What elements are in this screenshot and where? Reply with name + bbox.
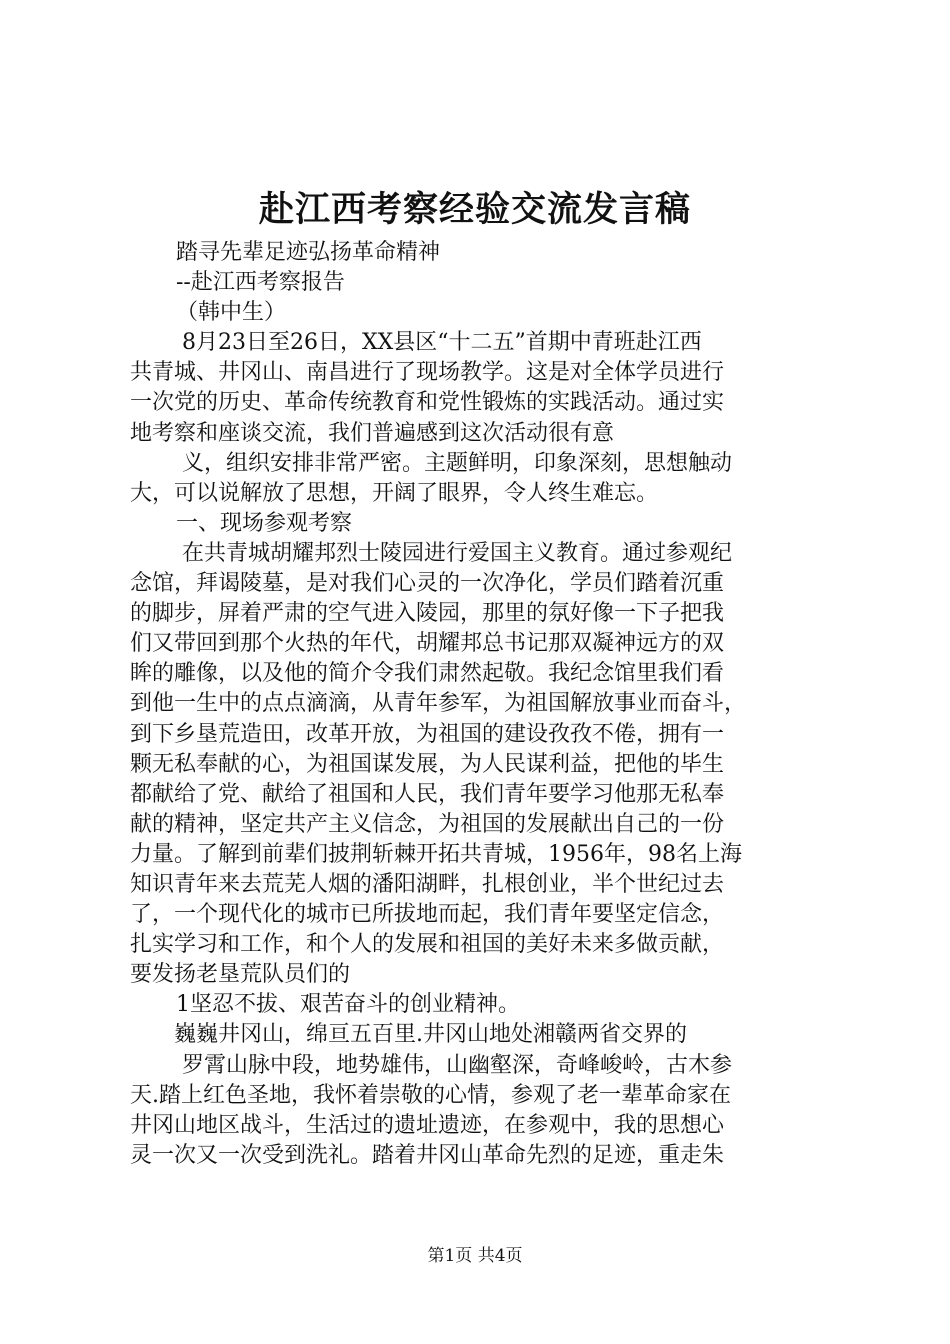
body-line: 井冈山地区战斗，生活过的遗址遗迹，在参观中，我的思想心 — [130, 1112, 725, 1138]
body-line: 到下乡垦荒造田，改革开放，为祖国的建设孜孜不倦，拥有一 — [130, 721, 725, 747]
body-line: 献的精神，坚定共产主义信念，为祖国的发展献出自己的一份 — [130, 811, 725, 837]
body-line: 的脚步，屏着严肃的空气进入陵园，那里的氛好像一下子把我 — [130, 601, 725, 627]
body-line: --赴江西考察报告 — [176, 270, 345, 296]
body-line: 8月23日至26日，XX县区“十二五”首期中青班赴江西 — [182, 330, 702, 356]
body-line: 扎实学习和工作，和个人的发展和祖国的美好未来多做贡献， — [130, 932, 725, 958]
body-line: 一、现场参观考察 — [176, 510, 353, 536]
body-line: 在共青城胡耀邦烈士陵园进行爱国主义教育。通过参观纪 — [182, 540, 733, 566]
body-line: 了，一个现代化的城市已所拔地而起，我们青年要坚定信念， — [130, 902, 725, 928]
body-line: 地考察和座谈交流，我们普遍感到这次活动很有意 — [130, 420, 615, 446]
document-body — [130, 238, 830, 1171]
body-line: 一次党的历史、革命传统教育和党性锻炼的实践活动。通过实 — [130, 390, 725, 416]
body-line: 力量。了解到前辈们披荆斩棘开拓共青城，1956年，98名上海 — [130, 841, 742, 867]
body-line: 都献给了党、献给了祖国和人民，我们青年要学习他那无私奉 — [130, 781, 725, 807]
body-line: 到他一生中的点点滴滴，从青年参军，为祖国解放事业而奋斗， — [130, 691, 747, 717]
page-footer: 第1页 共4页 — [427, 1246, 523, 1266]
body-line: 灵一次又一次受到洗礼。踏着井冈山革命先烈的足迹，重走朱 — [130, 1142, 725, 1168]
body-line: 念馆，拜谒陵墓，是对我们心灵的一次净化，学员们踏着沉重 — [130, 571, 725, 597]
body-line: 共青城、井冈山、南昌进行了现场教学。这是对全体学员进行 — [130, 360, 725, 386]
body-line: 天.踏上红色圣地，我怀着崇敬的心情，参观了老一辈革命家在 — [130, 1082, 731, 1108]
body-line: 颗无私奉献的心，为祖国谋发展，为人民谋利益，把他的毕生 — [130, 751, 725, 777]
body-line: 大，可以说解放了思想，开阔了眼界，令人终生难忘。 — [130, 480, 659, 506]
body-line: （韩中生） — [176, 300, 287, 326]
body-line: 踏寻先辈足迹弘扬革命精神 — [176, 240, 441, 265]
body-line: 知识青年来去荒芜人烟的潘阳湖畔，扎根创业，半个世纪过去 — [130, 871, 725, 897]
body-line: 义，组织安排非常严密。主题鲜明，印象深刻，思想触动 — [182, 450, 733, 476]
body-line: 1坚忍不拔、艰苦奋斗的创业精神。 — [176, 992, 520, 1018]
body-line: 要发扬老垦荒队员们的 — [130, 962, 351, 988]
body-line: 们又带回到那个火热的年代，胡耀邦总书记那双凝神远方的双 — [130, 631, 725, 657]
body-line: 罗霄山脉中段，地势雄伟，山幽壑深，奇峰峻岭，古木参 — [182, 1052, 733, 1078]
document-title: 赴江西考察经验交流发言稿 — [258, 189, 691, 230]
body-line: 巍巍井冈山，绵亘五百里.井冈山地处湘赣两省交界的 — [174, 1022, 687, 1048]
body-line: 眸的雕像，以及他的简介令我们肃然起敬。我纪念馆里我们看 — [130, 661, 725, 687]
